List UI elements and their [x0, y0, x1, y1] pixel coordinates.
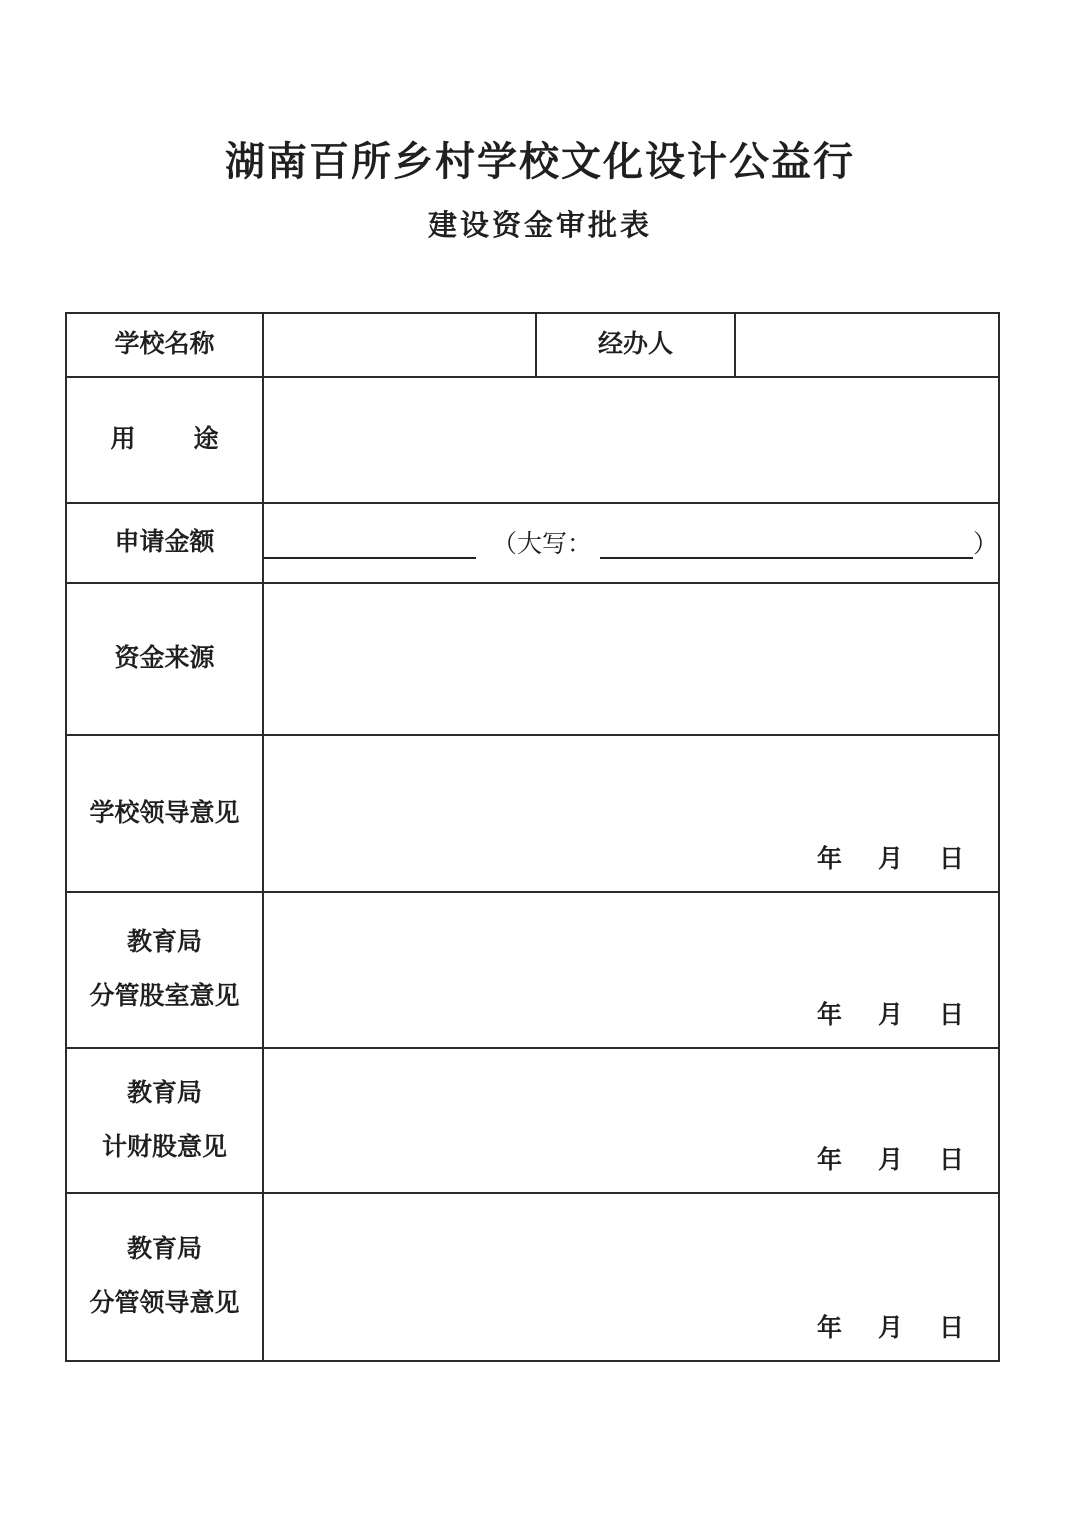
bureau-finance-opinion-cell[interactable]: [263, 1048, 999, 1193]
date-year-label: 年: [816, 1001, 842, 1029]
table-row-purpose: [66, 377, 999, 503]
bureau-finance-opinion-label: [66, 1048, 263, 1193]
school-leader-opinion-value[interactable]: [278, 748, 984, 778]
date-year-label: 年: [816, 1314, 842, 1342]
date-month-label: 月: [877, 845, 903, 873]
date-year-label: 年: [816, 1146, 842, 1174]
date-line: [817, 839, 964, 875]
bureau-leader-opinion-label-line2: 分管领导意见: [89, 1289, 240, 1317]
bureau-section-opinion-label-line1: 教育局: [126, 928, 202, 957]
table-row-fund-source: [66, 583, 999, 735]
bureau-leader-opinion-cell[interactable]: [263, 1193, 999, 1361]
table-row-bureau-finance-opinion: [66, 1048, 999, 1193]
bureau-leader-opinion-label-line1: 教育局: [126, 1235, 202, 1264]
bureau-finance-opinion-label-line2: 计财股意见: [101, 1132, 227, 1161]
table-row-bureau-leader-opinion: [66, 1193, 999, 1361]
handler-value-cell[interactable]: [735, 313, 999, 377]
bureau-section-opinion-value[interactable]: [278, 905, 984, 935]
date-line: [817, 1308, 964, 1344]
table-row-school-name: [66, 313, 999, 377]
bureau-leader-opinion-value[interactable]: [278, 1206, 984, 1236]
bureau-leader-opinion-label: [66, 1193, 263, 1361]
purpose-label-last-char: 途: [193, 425, 219, 454]
bureau-section-opinion-label-line2: 分管股室意见: [89, 982, 240, 1010]
purpose-label-cell: [66, 377, 263, 503]
page-subtitle: 建设资金审批表: [427, 210, 652, 242]
date-line: [817, 1140, 964, 1176]
amount-value-cell: [263, 503, 999, 583]
table-row-amount: [66, 503, 999, 583]
page-title: 湖南百所乡村学校文化设计公益行: [225, 140, 855, 184]
fund-source-label: 资金来源: [66, 583, 263, 735]
amount-line: [264, 527, 998, 559]
purpose-label-first-char: 用: [110, 425, 136, 454]
date-month-label: 月: [877, 1001, 903, 1029]
approval-form-table: [65, 312, 1000, 1362]
handler-label: 经办人: [536, 313, 735, 377]
bureau-section-opinion-label: [66, 892, 263, 1048]
bureau-finance-opinion-label-line1: 教育局: [126, 1078, 202, 1107]
amount-caps-blank-line[interactable]: [600, 527, 973, 559]
date-day-label: 日: [938, 1146, 964, 1174]
date-month-label: 月: [877, 1146, 903, 1174]
date-year-label: 年: [816, 845, 842, 873]
date-line: [817, 995, 964, 1031]
bureau-section-opinion-cell[interactable]: [263, 892, 999, 1048]
date-day-label: 日: [938, 1001, 964, 1029]
date-day-label: 日: [938, 845, 964, 873]
date-day-label: 日: [938, 1314, 964, 1342]
amount-close-paren: ）: [972, 530, 998, 558]
amount-blank-line[interactable]: [264, 527, 476, 559]
purpose-label: [111, 423, 219, 457]
fund-source-value-cell[interactable]: [263, 583, 999, 735]
school-name-value-cell[interactable]: [263, 313, 536, 377]
school-name-label: 学校名称: [66, 313, 263, 377]
amount-caps-label: （大写：: [492, 530, 593, 558]
purpose-value-cell[interactable]: [263, 377, 999, 503]
bureau-finance-opinion-value[interactable]: [278, 1061, 984, 1091]
table-row-bureau-section-opinion: [66, 892, 999, 1048]
school-leader-opinion-cell[interactable]: [263, 735, 999, 892]
school-leader-opinion-label: 学校领导意见: [66, 735, 263, 892]
amount-label: 申请金额: [66, 503, 263, 583]
date-month-label: 月: [877, 1314, 903, 1342]
table-row-school-leader-opinion: [66, 735, 999, 892]
